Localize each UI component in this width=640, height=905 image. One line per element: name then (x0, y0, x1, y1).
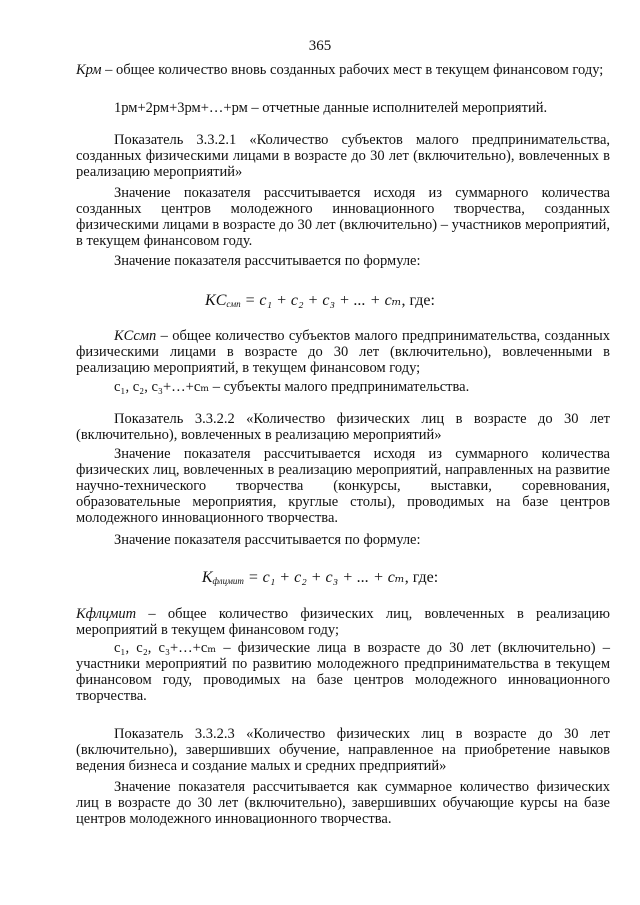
formula-intro-2: Значение показателя рассчитывается по формуле: (114, 532, 421, 548)
indicator-3-3-2-3-description: Значение показателя рассчитывается как суммарное количество физических лиц в возрасте до 30 лет (включительно), завершивших обучающие курсы на базе центров молодежного инновационного творчества. (76, 779, 610, 827)
text-ksmp-definition: – общее количество субъектов малого предпринимательства, созданных физическими лицами в возрасте до 30 лет (включительно), вовлеченными в реализацию мероприятий, в текущем финансовом году; (76, 328, 610, 376)
paragraph-ksmp-definition (76, 328, 610, 376)
symbol-krm: Kрм (76, 62, 102, 78)
indicator-3-3-2-2-title: Показатель 3.3.2.2 «Количество физических лиц в возрасте до 30 лет (включительно), вовлеченных в реализацию мероприятий» (76, 411, 610, 443)
paragraph-c-subjects: c₁, c₂, c₃+…+cₘ – субъекты малого предпринимательства. (114, 379, 470, 395)
paragraph-rm-definition (76, 100, 610, 116)
formula-kflcmit-rhs: = c₁ + c₂ + c₃ + ... + cₘ (247, 569, 405, 586)
indicator-3-3-2-1-title: Показатель 3.3.2.1 «Количество субъектов малого предпринимательства, созданных физическими лицами в возрасте до 30 лет (включительно), вовлеченных в реализацию мероприятий» (76, 132, 610, 180)
text-rm-definition: – отчетные данные исполнителей мероприятий. (251, 100, 548, 116)
paragraph-kflcmit-definition (76, 606, 610, 638)
indicator-3-3-2-1-description: Значение показателя рассчитывается исходя из суммарного количества созданных центров молодежного инновационного творчества, созданных физическими лицами в возрасте до 30 лет (включительно) – участников мероприятий, в текущем финансовом году. (76, 185, 610, 249)
text-krm-definition: общее количество вновь созданных рабочих мест в текущем финансовом году; (115, 62, 604, 78)
indicator-3-3-2-3-title: Показатель 3.3.2.3 «Количество физических лиц в возрасте до 30 лет (включительно), завершивших обучение, направленное на приобретение навыков ведения бизнеса и создание малых и средних предприятий» (76, 726, 610, 774)
formula-ksmp-subscript: смп (226, 299, 241, 309)
formula-kflcmit-lhs: K (201, 569, 213, 586)
formula-kflcmit-tail: , где: (404, 569, 439, 586)
page-number: 365 (308, 38, 332, 54)
formula-ksmp-rhs: = c₁ + c₂ + c₃ + ... + cₘ (244, 292, 402, 309)
indicator-3-3-2-2-description: Значение показателя рассчитывается исходя из суммарного количества физических лиц, вовлеченных в реализацию мероприятий, направленных на развитие научно-технического творчества (конкурсы, выставки, соревнования, образовательные мероприятия, круглые столы), проводимых на базе центров молодежного инновационного творчества. (76, 446, 610, 526)
symbol-rm-sum: 1рм+2рм+3рм+…+рм (114, 100, 248, 116)
formula-kflcmit-subscript: флцмит (212, 576, 244, 586)
formula-kflcmit (0, 567, 640, 587)
formula-intro-1: Значение показателя рассчитывается по формуле: (114, 253, 421, 269)
formula-ksmp (0, 290, 640, 310)
symbol-ksmp: KCсмп (114, 328, 157, 344)
formula-ksmp-tail: , где: (401, 292, 435, 309)
symbol-kflcmit: Kфлцмит (76, 606, 137, 622)
formula-ksmp-lhs: KC (205, 292, 227, 309)
text-kflcmit-definition: – общее количество физических лиц, вовлеченных в реализацию мероприятий в текущем финансовом году; (76, 606, 610, 638)
paragraph-c-individuals: c₁, c₂, c₃+…+cₘ – физические лица в возрасте до 30 лет (включительно) – участники мероприятий по развитию молодежного предпринимательства в текущем финансовом году, проводимых на базе центров молодежного инновационного творчества. (76, 640, 610, 704)
paragraph-krm-definition: Kрм – общее количество вновь созданных рабочих мест в текущем финансовом году; (76, 62, 604, 78)
